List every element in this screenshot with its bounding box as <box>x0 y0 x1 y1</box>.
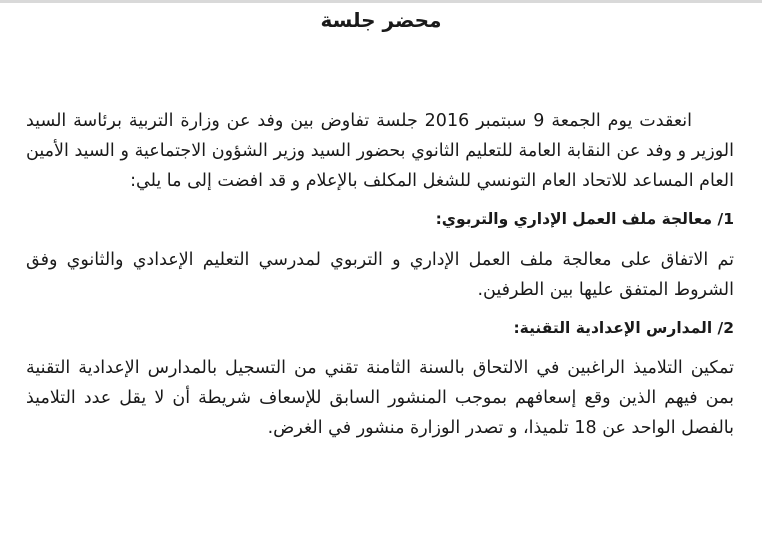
spacer <box>26 339 734 353</box>
document-title: محضر جلسة <box>320 8 442 32</box>
spacer <box>26 230 734 245</box>
section-1-body: تم الاتفاق على معالجة ملف العمل الإداري و التربوي لمدرسي التعليم الإعدادي والثانوي وفق الشروط المتفق عليها بين الطرفين. <box>26 250 734 300</box>
top-divider <box>0 0 762 3</box>
document-body <box>26 106 734 443</box>
section-2-body: تمكين التلاميذ الراغبين في الالتحاق بالسنة الثامنة تقني من التسجيل بالمدارس الإعدادية التقنية بمن فيهم الذين وقع إسعافهم بموجب المنشور السابق للإسعاف شريطة أن لا يقل عدد التلاميذ بالفصل الواحد عن 18 تلميذا، و تصدر الوزارة منشور في الغرض. <box>26 358 734 438</box>
spacer <box>26 196 734 208</box>
intro-paragraph: انعقدت يوم الجمعة 9 سبتمبر 2016 جلسة تفاوض بين وفد عن وزارة التربية برئاسة السيد الوزير و وفد عن النقابة العامة للتعليم الثانوي بحضور السيد وزير الشؤون الاجتماعية و السيد الأمين العام المساعد للاتحاد العام التونسي للشغل المكلف بالإعلام و قد افضت إلى ما يلي: <box>26 111 734 191</box>
spacer <box>26 305 734 317</box>
section-2-heading: 2/ المدارس الإعدادية التقنية: <box>513 319 734 337</box>
section-1-heading: 1/ معالجة ملف العمل الإداري والتربوي: <box>435 210 734 228</box>
